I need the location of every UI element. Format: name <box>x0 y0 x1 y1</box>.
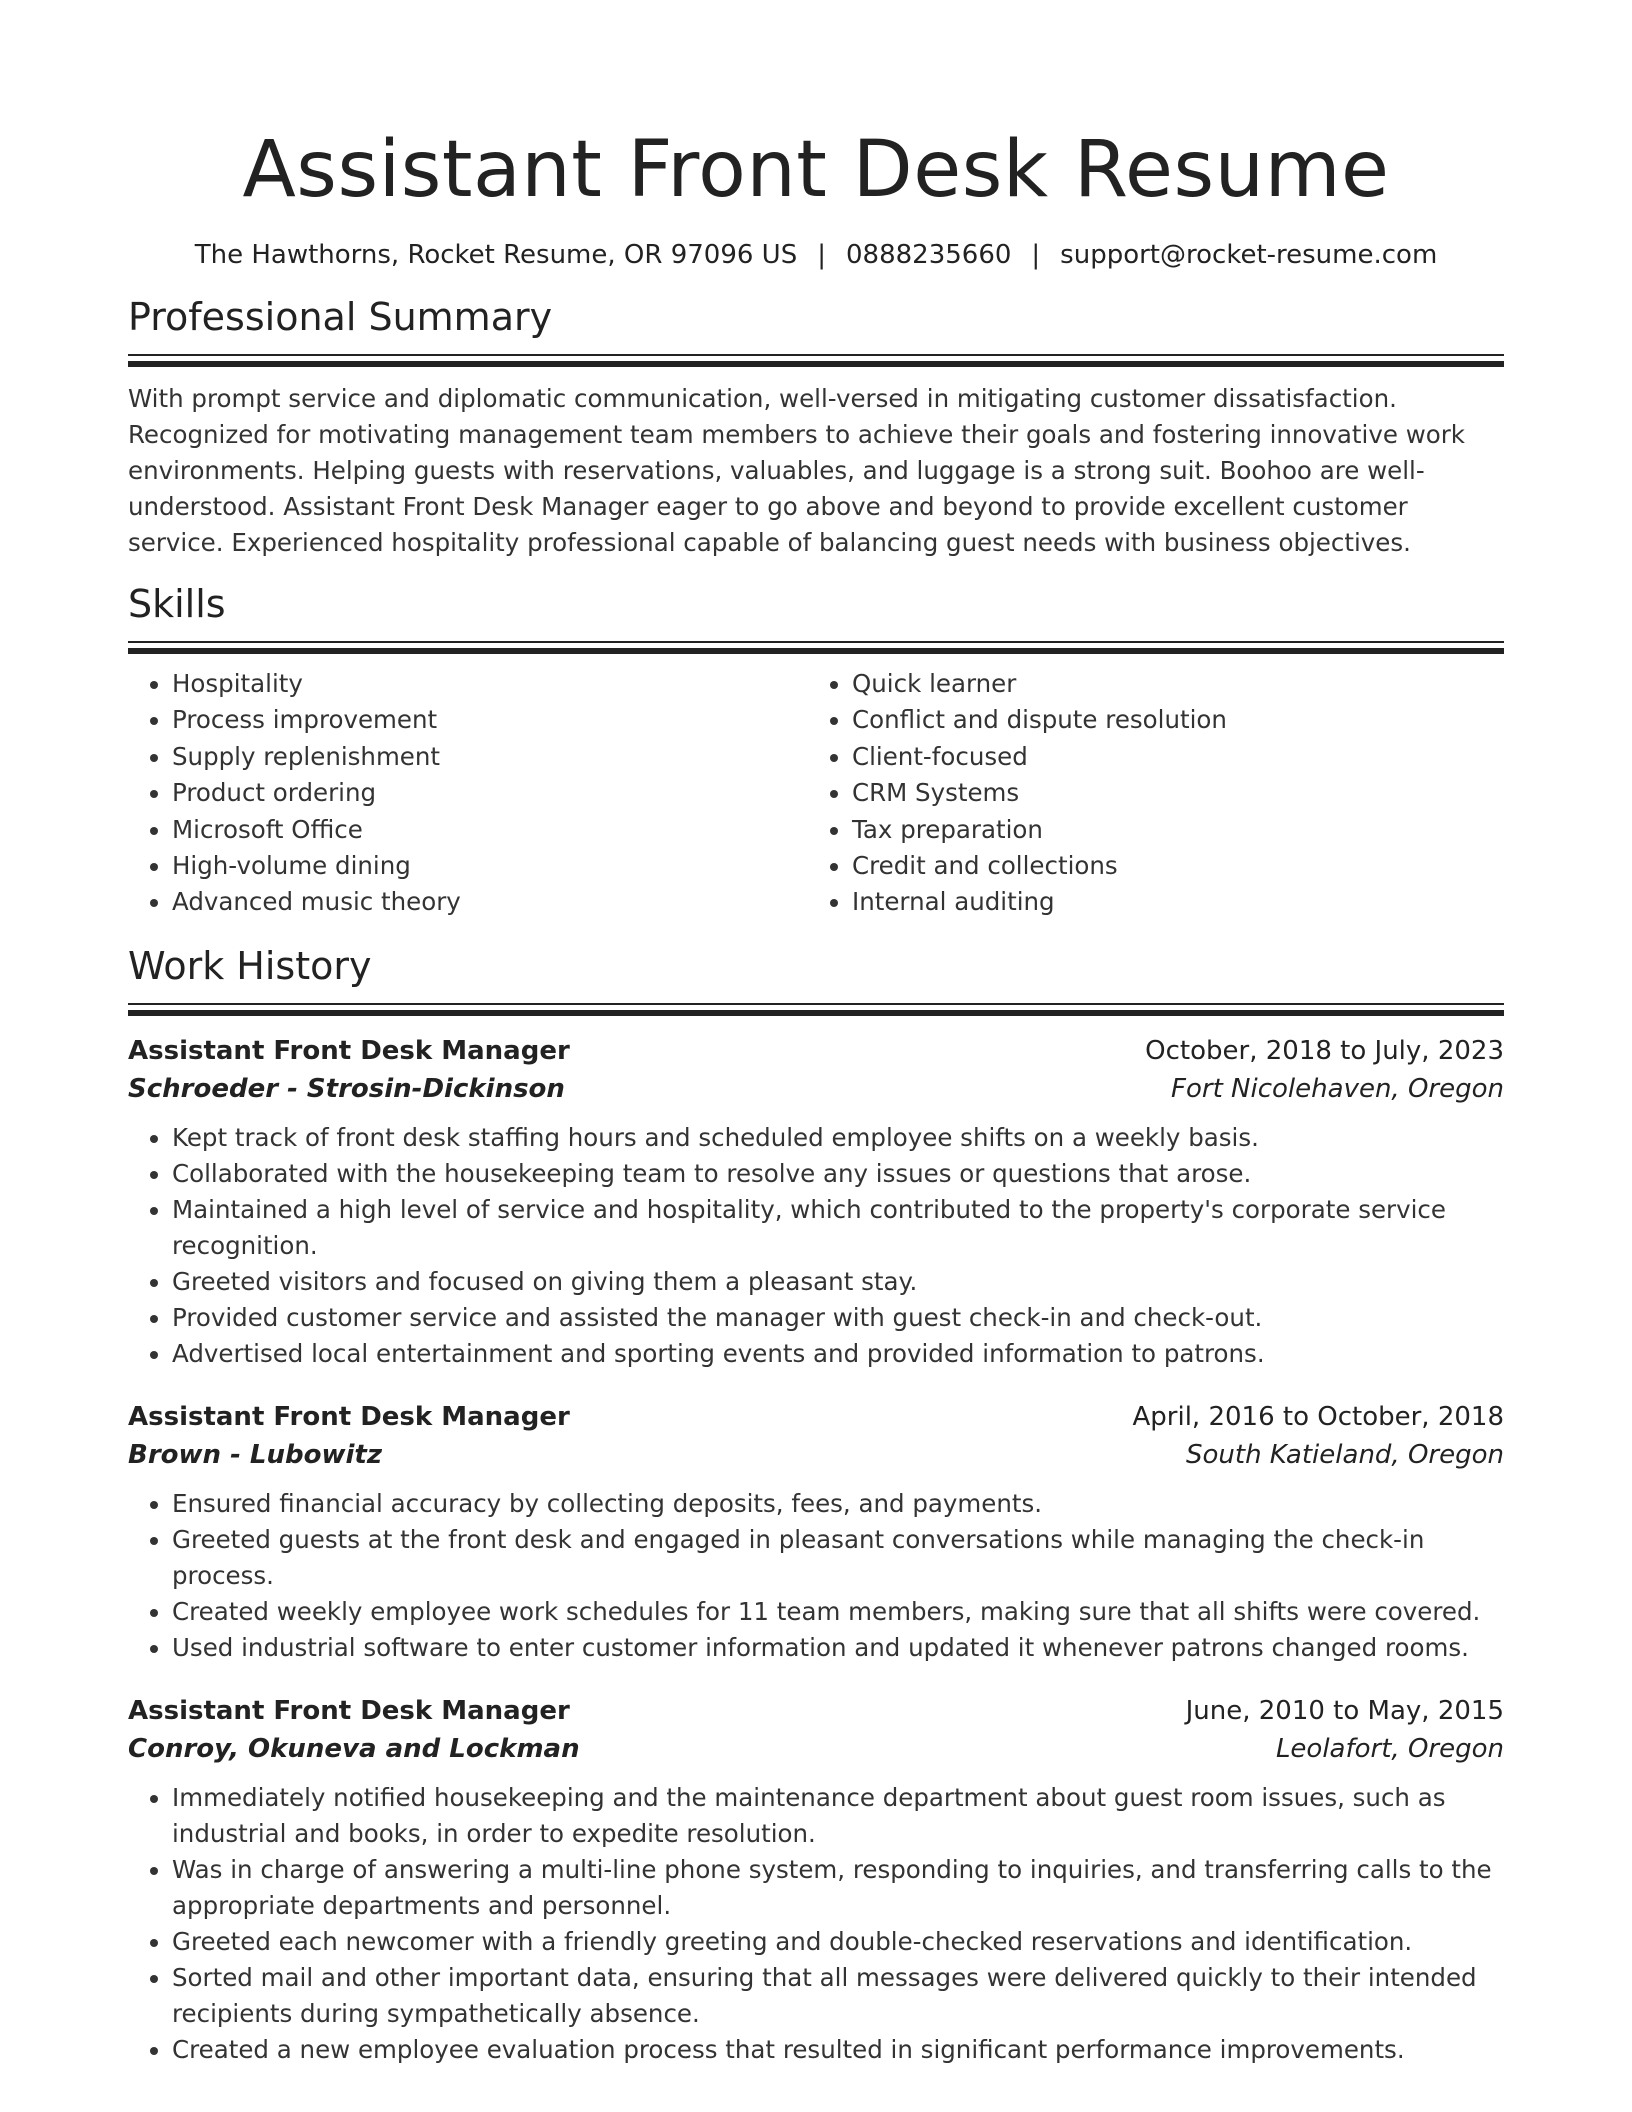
job-location: Leolafort, Oregon <box>1275 1733 1504 1764</box>
job-header <box>128 1032 1504 1070</box>
summary-heading: Professional Summary <box>128 295 553 339</box>
job-subheader <box>128 1730 1504 1768</box>
job-bullet: • Used industrial software to enter customer information and updated it whenever patrons changed rooms. <box>172 1630 1504 1666</box>
contact-line <box>128 238 1504 272</box>
job-bullet: • Created weekly employee work schedules for 11 team members, making sure that all shifts were covered. <box>172 1594 1504 1630</box>
job-title: Assistant Front Desk Manager <box>128 1035 570 1066</box>
skill-item: • Credit and collections <box>852 848 1488 884</box>
skill-item: • Microsoft Office <box>172 812 808 848</box>
job-entry <box>128 1692 1504 2068</box>
job-location: South Katieland, Oregon <box>1185 1439 1504 1470</box>
skill-item: • Hospitality <box>172 666 808 702</box>
job-header <box>128 1692 1504 1730</box>
section-divider <box>128 641 1504 654</box>
job-bullet: • Maintained a high level of service and hospitality, which contributed to the property's corporate service recognition. <box>172 1192 1504 1264</box>
skill-item: • Quick learner <box>852 666 1488 702</box>
job-title: Assistant Front Desk Manager <box>128 1401 570 1432</box>
job-dates: June, 2010 to May, 2015 <box>1185 1695 1504 1726</box>
job-bullet: • Created a new employee evaluation process that resulted in significant performance improvements. <box>172 2032 1504 2068</box>
job-company: Brown - Lubowitz <box>128 1439 382 1470</box>
skills-section <box>128 581 1504 921</box>
skill-item: • Supply replenishment <box>172 739 808 775</box>
job-bullet: • Greeted each newcomer with a friendly greeting and double-checked reservations and identification. <box>172 1924 1504 1960</box>
contact-separator: | <box>817 240 826 270</box>
contact-phone: 0888235660 <box>845 240 1012 270</box>
job-subheader <box>128 1436 1504 1474</box>
skill-item: • Internal auditing <box>852 884 1488 920</box>
skills-list-right <box>808 666 1488 921</box>
skills-columns <box>128 666 1504 921</box>
job-company: Conroy, Okuneva and Lockman <box>128 1733 580 1764</box>
job-bullet: • Provided customer service and assisted the manager with guest check-in and check-out. <box>172 1300 1504 1336</box>
job-title: Assistant Front Desk Manager <box>128 1695 570 1726</box>
job-bullet: • Advertised local entertainment and sporting events and provided information to patrons. <box>172 1336 1504 1372</box>
skill-item: • Conflict and dispute resolution <box>852 702 1488 738</box>
skill-item: • Product ordering <box>172 775 808 811</box>
summary-section <box>128 294 1504 561</box>
job-bullet: • Ensured financial accuracy by collecting deposits, fees, and payments. <box>172 1486 1504 1522</box>
skill-item: • Tax preparation <box>852 812 1488 848</box>
job-location: Fort Nicolehaven, Oregon <box>1171 1073 1504 1104</box>
job-entry <box>128 1398 1504 1666</box>
summary-text: With prompt service and diplomatic communication, well-versed in mitigating customer dissatisfaction. Recognized for motivating management team members to achieve their goals and fostering innovative work environments. Helping guests with reservations, valuables, and luggage is a strong suit. Boohoo are well-understood. Assistant Front Desk Manager eager to go above and beyond to provide excellent customer service. Experienced hospitality professional capable of balancing guest needs with business objectives. <box>128 384 1465 557</box>
job-subheader <box>128 1070 1504 1108</box>
job-bullet: • Kept track of front desk staffing hours and scheduled employee shifts on a weekly basis. <box>172 1120 1504 1156</box>
job-entry <box>128 1032 1504 1372</box>
work-history-heading: Work History <box>128 943 372 988</box>
job-bullets <box>128 1780 1504 2068</box>
skill-item: • Process improvement <box>172 702 808 738</box>
page-title: Assistant Front Desk Resume <box>242 125 1390 215</box>
section-divider <box>128 1003 1504 1016</box>
contact-address: The Hawthorns, Rocket Resume, OR 97096 US <box>194 240 798 270</box>
contact-separator: | <box>1031 240 1041 270</box>
resume-page <box>128 0 1504 2068</box>
skills-heading: Skills <box>128 582 226 626</box>
job-bullet: • Greeted guests at the front desk and engaged in pleasant conversations while managing the check-in process. <box>172 1522 1504 1594</box>
job-bullet: • Sorted mail and other important data, ensuring that all messages were delivered quickly to their intended recipients during sympathetically absence. <box>172 1960 1504 2032</box>
contact-email: support@rocket-resume.com <box>1060 240 1438 270</box>
job-company: Schroeder - Strosin-Dickinson <box>128 1073 565 1104</box>
job-bullet: • Immediately notified housekeeping and the maintenance department about guest room issues, such as industrial and books, in order to expedite resolution. <box>172 1780 1504 1852</box>
work-history-section <box>128 943 1504 2068</box>
section-divider <box>128 354 1504 367</box>
job-bullet: • Greeted visitors and focused on giving them a pleasant stay. <box>172 1264 1504 1300</box>
job-dates: October, 2018 to July, 2023 <box>1145 1035 1504 1066</box>
skill-item: • CRM Systems <box>852 775 1488 811</box>
skills-list-left <box>128 666 808 921</box>
skill-item: • High-volume dining <box>172 848 808 884</box>
skill-item: • Advanced music theory <box>172 884 808 920</box>
job-dates: April, 2016 to October, 2018 <box>1132 1401 1504 1432</box>
job-header <box>128 1398 1504 1436</box>
job-bullet: • Was in charge of answering a multi-line phone system, responding to inquiries, and transferring calls to the appropriate departments and personnel. <box>172 1852 1504 1924</box>
job-bullets <box>128 1486 1504 1666</box>
job-bullet: • Collaborated with the housekeeping team to resolve any issues or questions that arose. <box>172 1156 1504 1192</box>
job-bullets <box>128 1120 1504 1372</box>
skill-item: • Client-focused <box>852 739 1488 775</box>
